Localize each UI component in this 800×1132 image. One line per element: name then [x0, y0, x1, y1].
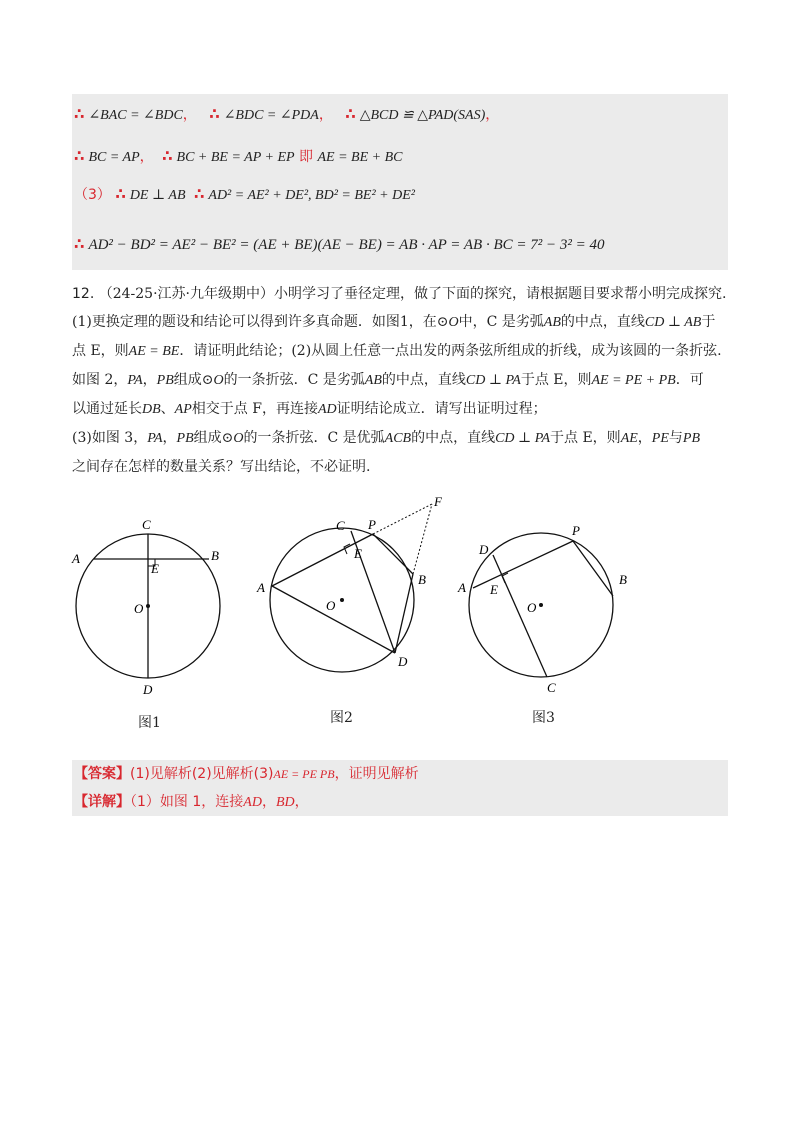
problem-intro: 小明学习了垂径定理，做了下面的探究，请根据题目要求帮小明完成探究.	[273, 286, 727, 302]
equation: ∠BDC = ∠PDA	[223, 108, 319, 123]
label-a: A	[72, 551, 80, 566]
solution-line-4	[74, 234, 604, 255]
equation: BC + BE = AP + EP	[176, 150, 295, 165]
label-d: D	[143, 682, 153, 697]
figure-2	[250, 492, 460, 682]
detail-text: （1）如图 1，连接	[130, 794, 244, 810]
label-b: B	[211, 548, 219, 563]
label-b: B	[619, 572, 627, 587]
detail-tag: 【详解】	[74, 794, 130, 810]
center-point	[340, 598, 344, 602]
label-c: C	[142, 517, 151, 532]
figure-2-caption: 图2	[330, 710, 353, 726]
problem-line-7: 之间存在怎样的数量关系？写出结论，不必证明.	[72, 459, 371, 475]
figure-1	[60, 510, 240, 710]
therefore-symbol: ∴	[74, 105, 85, 123]
segment-db	[395, 574, 413, 653]
label-c: C	[336, 518, 345, 533]
detail-line: 【详解】（1）如图 1，连接AD，BD，	[74, 794, 309, 810]
segment-ad	[272, 586, 395, 653]
center-point	[146, 604, 150, 608]
therefore-symbol: ∴	[193, 185, 205, 203]
problem-line-1	[72, 280, 732, 308]
right-angle-mark	[344, 544, 350, 554]
solution-line-1: ∴ ∠BAC = ∠BDC， ∴ ∠BDC = ∠PDA， ∴ △BCD ≌ △PAD(SAS)，	[74, 105, 500, 123]
chord-pb	[373, 534, 413, 574]
problem-source: （24-25·江苏·九年级期中）	[98, 286, 274, 302]
answer-text: (1)见解析(2)见解析(3)	[130, 766, 274, 782]
label-b: B	[418, 572, 426, 587]
answer-line	[74, 764, 419, 784]
therefore-symbol: ∴	[209, 105, 220, 123]
figure-1-caption: 图1	[138, 715, 161, 731]
figure-3-caption: 图3	[532, 710, 555, 726]
problem-line-3: 点 E，则AE = BE．请证明此结论；(2)从圆上任意一点出发的两条弦所组成的折线，成为该圆的一条折弦.	[72, 343, 722, 359]
problem-12	[72, 280, 732, 481]
therefore-symbol: ∴	[162, 147, 173, 165]
extension-pf	[373, 504, 432, 534]
chord-pb	[573, 541, 613, 596]
equation: AD² − BD² = AE² − BE² = (AE + BE)(AE − BE) = AB · AP = AB · BC = 7² − 3² = 40	[88, 237, 605, 253]
label-d: D	[479, 542, 489, 557]
problem-number: 12.	[72, 286, 95, 302]
problem-line-2: (1)更换定理的题设和结论可以得到许多真命题．如图1，在⊙O中，C 是劣弧AB的中点，直线CD ⊥ AB于	[72, 314, 716, 330]
problem-line-4: 如图 2，PA，PB组成⊙O的一条折弦．C 是劣弧AB的中点，直线CD ⊥ PA于点 E，则AE = PE + PB．可	[72, 372, 704, 388]
label-e: E	[151, 561, 159, 576]
therefore-symbol: ∴	[115, 185, 126, 203]
solution-line-2: ∴ BC = AP， ∴ BC + BE = AP + EP 即 AE = BE + BC	[74, 147, 403, 165]
label-o: O	[326, 598, 336, 613]
label-f: F	[434, 494, 442, 509]
equation: AD² = AE² + DE², BD² = BE² + DE²	[208, 188, 415, 203]
answer-formula: AE = PE PB	[273, 767, 335, 781]
problem-line-6: (3)如图 3，PA，PB组成⊙O的一条折弦．C 是优弧ACB的中点，直线CD ⊥ PA于点 E，则AE，PE与PB	[72, 430, 701, 446]
equation: ∠BAC = ∠BDC	[88, 108, 183, 123]
label-d: D	[398, 654, 408, 669]
label-c: C	[547, 680, 556, 695]
center-point	[539, 603, 543, 607]
label-a: A	[458, 580, 466, 595]
label-e: E	[490, 582, 498, 597]
answer-text-end: ，证明见解析	[334, 766, 419, 782]
label-p: P	[368, 517, 376, 532]
equation: AE = BE + BC	[317, 150, 403, 165]
figure-3	[455, 520, 645, 695]
connector-text: 即	[299, 149, 314, 165]
solution-line-3	[74, 184, 415, 206]
therefore-symbol: ∴	[345, 105, 356, 123]
label-a: A	[257, 580, 265, 595]
equation: BC = AP	[88, 150, 140, 165]
part-label: （3）	[74, 187, 111, 203]
label-p: P	[572, 523, 580, 538]
therefore-symbol: ∴	[74, 147, 85, 165]
equation: △BCD ≌ △PAD(SAS)	[359, 108, 486, 123]
extension-bf	[413, 504, 432, 574]
equation: DE ⊥ AB	[129, 188, 186, 203]
answer-tag: 【答案】	[74, 766, 130, 782]
label-o: O	[527, 600, 537, 615]
label-e: E	[354, 546, 362, 561]
line-dc	[493, 555, 547, 677]
therefore-symbol: ∴	[74, 235, 85, 253]
problem-line-5: 以通过延长DB、AP相交于点 F，再连接AD证明结论成立．请写出证明过程；	[72, 401, 547, 417]
label-o: O	[134, 601, 144, 616]
